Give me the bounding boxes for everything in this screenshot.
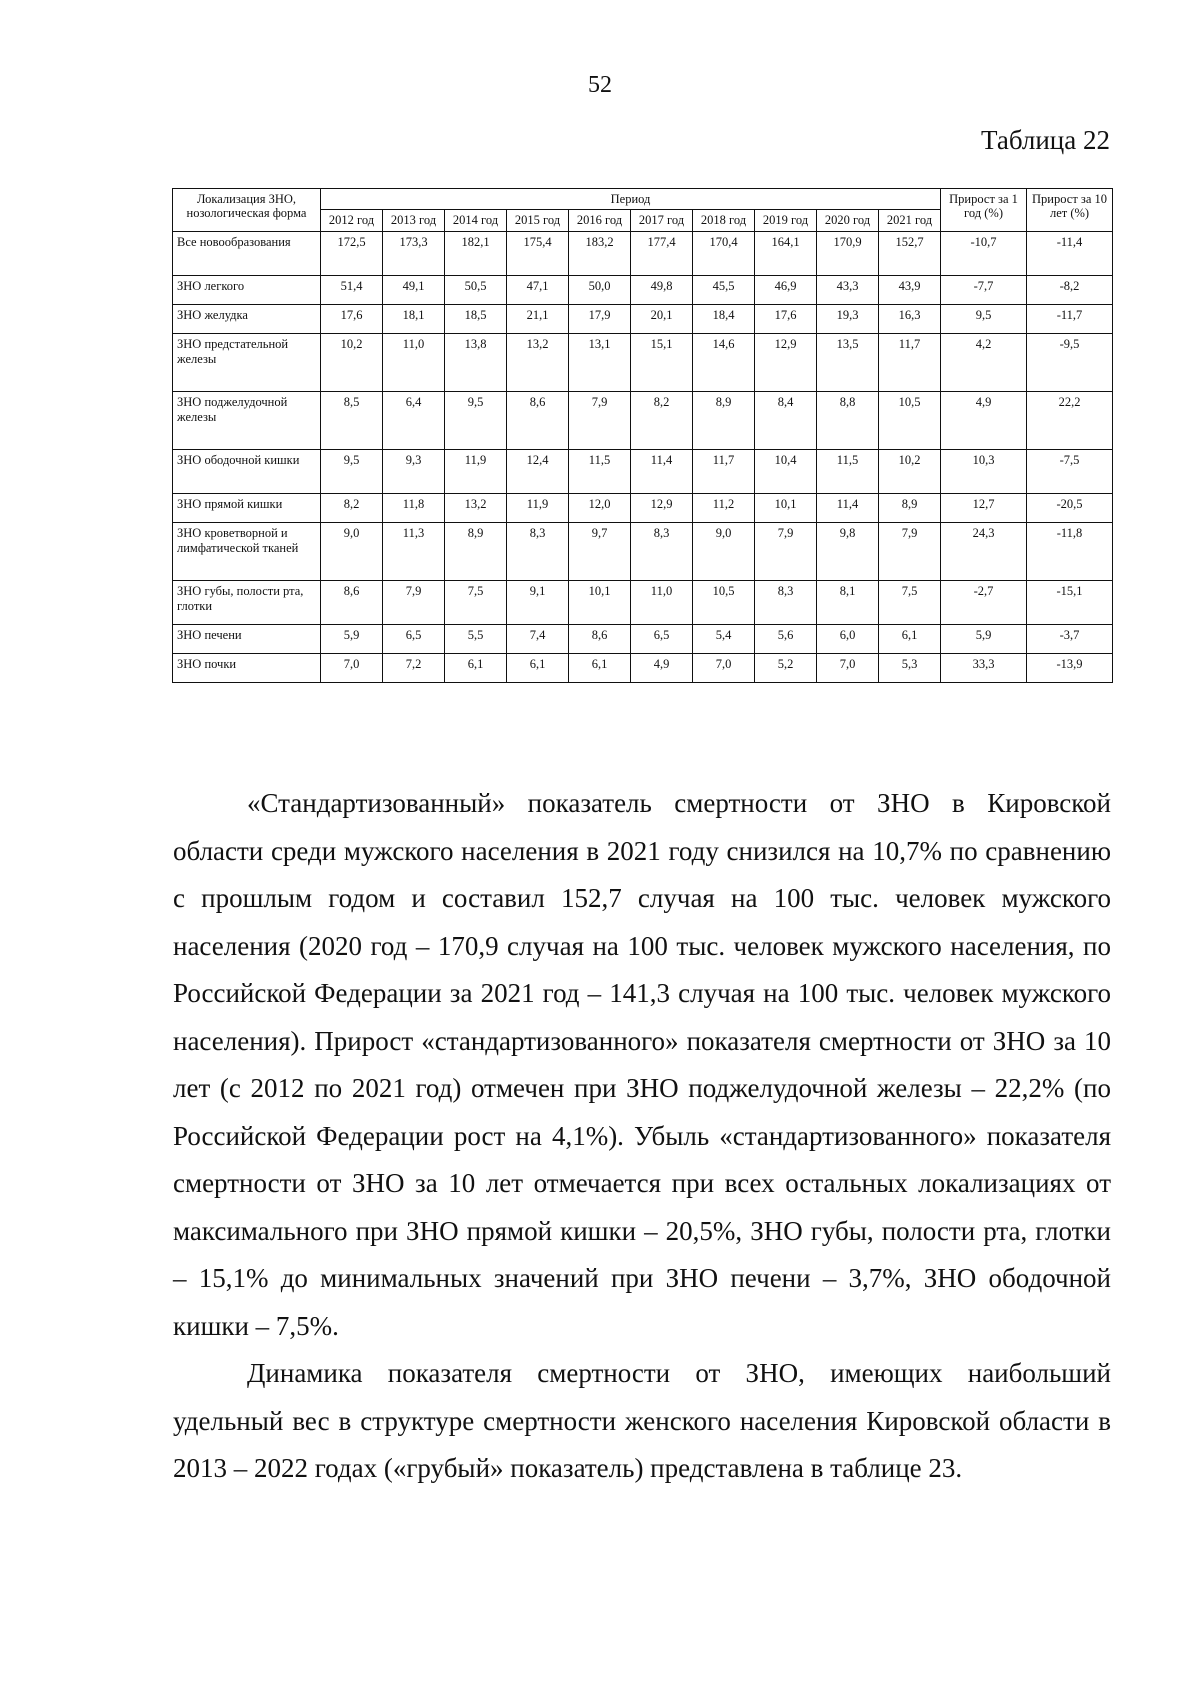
row-value: 12,9 [631,493,693,522]
row-value: 13,2 [507,333,569,391]
row-value: 11,7 [693,449,755,493]
row-location-name: ЗНО печени [173,624,321,653]
row-value: 9,8 [817,522,879,580]
row-value: 7,9 [383,580,445,624]
row-value: 175,4 [507,231,569,275]
body-text [173,780,1111,1493]
row-value: 11,3 [383,522,445,580]
row-value: 8,3 [631,522,693,580]
row-location-name: ЗНО желудка [173,304,321,333]
row-value: 10,4 [755,449,817,493]
row-growth-1y: 4,2 [941,333,1027,391]
header-year: 2013 год [383,210,445,231]
row-location-name: ЗНО поджелудочной железы [173,391,321,449]
row-value: 8,9 [879,493,941,522]
row-location-name: ЗНО губы, полости рта, глотки [173,580,321,624]
row-value: 6,4 [383,391,445,449]
row-value: 7,9 [879,522,941,580]
row-value: 10,1 [755,493,817,522]
row-value: 11,7 [879,333,941,391]
header-year: 2014 год [445,210,507,231]
header-year: 2017 год [631,210,693,231]
row-value: 19,3 [817,304,879,333]
row-value: 13,5 [817,333,879,391]
row-growth-1y: 9,5 [941,304,1027,333]
row-value: 21,1 [507,304,569,333]
row-value: 8,2 [321,493,383,522]
row-value: 11,9 [445,449,507,493]
row-location-name: ЗНО прямой кишки [173,493,321,522]
row-growth-1y: -2,7 [941,580,1027,624]
row-growth-10y: -11,8 [1027,522,1113,580]
row-value: 11,5 [569,449,631,493]
row-value: 8,6 [507,391,569,449]
row-value: 15,1 [631,333,693,391]
row-value: 46,9 [755,275,817,304]
row-value: 47,1 [507,275,569,304]
header-location: Локализация ЗНО, нозологическая форма [173,189,321,232]
row-value: 18,5 [445,304,507,333]
row-value: 49,8 [631,275,693,304]
row-value: 20,1 [631,304,693,333]
row-value: 11,8 [383,493,445,522]
row-location-name: ЗНО почки [173,653,321,682]
row-value: 6,5 [383,624,445,653]
row-value: 7,5 [879,580,941,624]
row-value: 177,4 [631,231,693,275]
row-value: 11,0 [383,333,445,391]
row-value: 43,9 [879,275,941,304]
row-value: 17,6 [321,304,383,333]
row-value: 7,0 [817,653,879,682]
row-location-name: Все новообразования [173,231,321,275]
row-value: 7,5 [445,580,507,624]
row-value: 12,0 [569,493,631,522]
row-value: 10,2 [321,333,383,391]
table-row [173,231,1113,275]
row-growth-1y: 12,7 [941,493,1027,522]
table-row [173,580,1113,624]
row-value: 11,0 [631,580,693,624]
row-value: 13,2 [445,493,507,522]
row-growth-10y: -3,7 [1027,624,1113,653]
row-value: 13,8 [445,333,507,391]
row-value: 7,0 [693,653,755,682]
paragraph-1: «Стандартизованный» показатель смертности от ЗНО в Кировской области среди мужского населения в 2021 году снизился на 10,7% по сравнению с прошлым годом и составил 152,7 случая на 100 тыс. человек мужского населения (2020 год – 170,9 случая на 100 тыс. человек мужского населения, по Российской Федерации за 2021 год – 141,3 случая на 100 тыс. человек мужского населения). Прирост «стандартизованного» показателя смертности от ЗНО за 10 лет (с 2012 по 2021 год) отмечен при ЗНО поджелудочной железы – 22,2% (по Российской Федерации рост на 4,1%). Убыль «стандартизованного» показателя смертности от ЗНО за 10 лет отмечается при всех остальных локализациях от максимального при ЗНО прямой кишки – 20,5%, ЗНО губы, полости рта, глотки – 15,1% до минимальных значений при ЗНО печени – 3,7%, ЗНО ободочной кишки – 7,5%. [173,788,1111,1341]
row-growth-1y: 10,3 [941,449,1027,493]
row-value: 18,1 [383,304,445,333]
row-value: 14,6 [693,333,755,391]
row-value: 170,4 [693,231,755,275]
row-growth-1y: -10,7 [941,231,1027,275]
row-value: 10,1 [569,580,631,624]
mortality-table [172,188,1113,683]
row-value: 10,5 [693,580,755,624]
row-value: 11,9 [507,493,569,522]
row-value: 4,9 [631,653,693,682]
row-value: 18,4 [693,304,755,333]
row-value: 8,3 [755,580,817,624]
table-row [173,653,1113,682]
row-value: 9,7 [569,522,631,580]
row-growth-10y: -11,4 [1027,231,1113,275]
row-value: 10,5 [879,391,941,449]
row-value: 13,1 [569,333,631,391]
row-value: 11,5 [817,449,879,493]
row-value: 10,2 [879,449,941,493]
row-value: 5,9 [321,624,383,653]
row-value: 7,2 [383,653,445,682]
row-value: 7,0 [321,653,383,682]
row-value: 8,9 [445,522,507,580]
row-value: 17,6 [755,304,817,333]
row-value: 49,1 [383,275,445,304]
row-value: 6,1 [879,624,941,653]
row-growth-1y: 4,9 [941,391,1027,449]
row-value: 8,8 [817,391,879,449]
row-value: 6,1 [569,653,631,682]
table-caption: Таблица 22 [981,125,1110,155]
row-value: 5,4 [693,624,755,653]
row-value: 7,9 [755,522,817,580]
row-value: 6,1 [445,653,507,682]
row-value: 8,9 [693,391,755,449]
row-value: 8,3 [507,522,569,580]
row-value: 5,2 [755,653,817,682]
row-value: 9,0 [693,522,755,580]
row-value: 43,3 [817,275,879,304]
row-value: 8,2 [631,391,693,449]
row-growth-1y: 5,9 [941,624,1027,653]
table-row [173,304,1113,333]
row-value: 45,5 [693,275,755,304]
row-value: 8,5 [321,391,383,449]
row-growth-1y: 24,3 [941,522,1027,580]
row-growth-10y: -7,5 [1027,449,1113,493]
row-growth-10y: -9,5 [1027,333,1113,391]
row-value: 5,5 [445,624,507,653]
row-value: 8,6 [569,624,631,653]
row-growth-10y: -8,2 [1027,275,1113,304]
row-value: 6,1 [507,653,569,682]
row-growth-10y: 22,2 [1027,391,1113,449]
header-year: 2015 год [507,210,569,231]
row-value: 16,3 [879,304,941,333]
table-row [173,333,1113,391]
row-value: 9,0 [321,522,383,580]
table-row [173,391,1113,449]
table-header-row [173,189,1113,210]
row-value: 172,5 [321,231,383,275]
table-row [173,275,1113,304]
table-row [173,493,1113,522]
row-location-name: ЗНО кроветворной и лимфатической тканей [173,522,321,580]
row-value: 173,3 [383,231,445,275]
header-year: 2019 год [755,210,817,231]
header-period: Период [321,189,941,210]
row-growth-10y: -13,9 [1027,653,1113,682]
row-value: 9,3 [383,449,445,493]
row-value: 5,6 [755,624,817,653]
paragraph-2: Динамика показателя смертности от ЗНО, имеющих наибольший удельный вес в структуре смертности женского населения Кировской области в 2013 – 2022 годах («грубый» показатель) представлена в таблице 23. [173,1358,1111,1483]
row-value: 7,4 [507,624,569,653]
row-value: 11,2 [693,493,755,522]
row-value: 12,4 [507,449,569,493]
row-value: 11,4 [817,493,879,522]
row-location-name: ЗНО ободочной кишки [173,449,321,493]
row-value: 50,5 [445,275,507,304]
row-value: 12,9 [755,333,817,391]
row-value: 11,4 [631,449,693,493]
row-value: 7,9 [569,391,631,449]
table-body [173,231,1113,682]
row-growth-10y: -20,5 [1027,493,1113,522]
row-location-name: ЗНО предстательной железы [173,333,321,391]
row-growth-1y: -7,7 [941,275,1027,304]
row-value: 9,5 [445,391,507,449]
header-growth-10y: Прирост за 10 лет (%) [1027,189,1113,232]
row-value: 182,1 [445,231,507,275]
row-value: 8,1 [817,580,879,624]
header-growth-1y: Прирост за 1 год (%) [941,189,1027,232]
row-value: 51,4 [321,275,383,304]
row-value: 170,9 [817,231,879,275]
header-year: 2021 год [879,210,941,231]
row-value: 8,6 [321,580,383,624]
row-value: 8,4 [755,391,817,449]
row-growth-10y: -15,1 [1027,580,1113,624]
row-value: 183,2 [569,231,631,275]
page-number: 52 [588,72,612,98]
table-row [173,624,1113,653]
row-growth-10y: -11,7 [1027,304,1113,333]
header-year: 2016 год [569,210,631,231]
row-value: 6,5 [631,624,693,653]
header-year: 2018 год [693,210,755,231]
row-location-name: ЗНО легкого [173,275,321,304]
row-value: 6,0 [817,624,879,653]
row-value: 5,3 [879,653,941,682]
row-growth-1y: 33,3 [941,653,1027,682]
header-year: 2012 год [321,210,383,231]
row-value: 164,1 [755,231,817,275]
table-row [173,449,1113,493]
header-year: 2020 год [817,210,879,231]
row-value: 9,1 [507,580,569,624]
row-value: 9,5 [321,449,383,493]
row-value: 17,9 [569,304,631,333]
row-value: 50,0 [569,275,631,304]
table-row [173,522,1113,580]
row-value: 152,7 [879,231,941,275]
